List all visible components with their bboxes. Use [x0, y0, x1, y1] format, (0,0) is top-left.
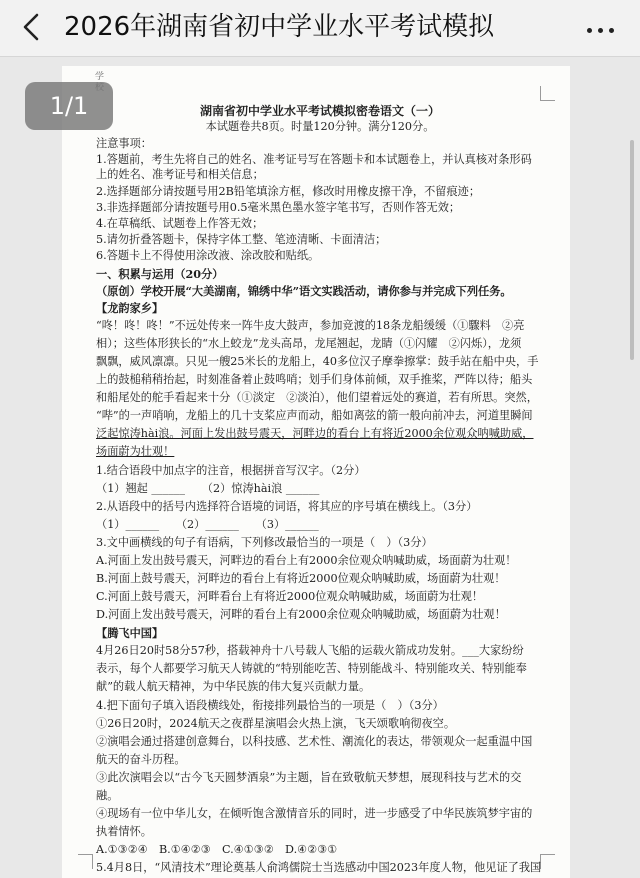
- option-d: D.河面上发出鼓号震天，河畔的看台上有2000余位观众呐喊助威，场面蔚为壮观！: [96, 608, 506, 621]
- exam-title: 湖南省初中学业水平考试模拟密卷语文（一）: [199, 104, 440, 118]
- sentence-2: ②演唱会通过搭建创意舞台，以科技感、艺术性、潮流化的表达，带领观众一起重温中国: [96, 735, 533, 748]
- task-intro: （原创）学校开展“大美湖南，锦绣中华”语文实践活动，请你参与并完成下列任务。: [96, 284, 512, 298]
- exam-subtitle: 本试题卷共8页。时量120分钟。满分120分。: [205, 120, 435, 133]
- passage-line: 和船尾处的舵手看起来十分（①淡定 ②淡泊），他们望着远处的赛道，若有所思。突然，: [96, 391, 538, 404]
- page-indicator: 1/1: [25, 82, 113, 130]
- notice-line: 4.在草稿纸、试题卷上作答无效；: [96, 217, 264, 230]
- top-bar: [0, 0, 640, 57]
- sentence-4: ④现场有一位中华儿女，在倾听饱含激情音乐的同时，进一步感受了中华民族筑梦宇宙的: [96, 807, 533, 820]
- question-5: 5.4月8日，“风清技术”理论奠基人俞鸿儒院士当选感动中国2023年度人物，他见证了我国: [96, 861, 542, 874]
- sentence-4-cont: 执着情怀。: [96, 825, 152, 838]
- question-1: 1.结合语段中加点字的注音，根据拼音写汉字。（2分）: [96, 464, 366, 477]
- section-heading: 一、积累与运用（20分）: [96, 267, 224, 281]
- option-a: A.河面上发出鼓号震天，河畔边的看台上有2000余位观众呐喊助威，场面蔚为壮观！: [96, 554, 517, 567]
- chevron-left-icon: [20, 12, 42, 42]
- notice-line: 3.非选择题部分请按题号用0.5毫米黑色墨水签字笔书写，否则作答无效；: [96, 201, 461, 214]
- sentence-2-cont: 航天的奋斗历程。: [96, 753, 186, 766]
- passage-line: 相）；这些体形狭长的“水上蛟龙”龙头高昂，龙尾翘起，龙睛（①闪耀 ②闪烁），龙须: [96, 337, 522, 350]
- passage-line: 4月26日20时58分57秒，搭载神舟十八号载人飞船的运载火箭成功发射。___大家纷纷: [96, 644, 524, 657]
- passage-line: 献”的载人航天精神，为中华民族的伟大复兴贡献力量。: [96, 680, 371, 693]
- sentence-3: ③此次演唱会以“古今飞天圆梦酒泉”为主题，旨在致敬航天梦想，展现科技与艺术的交: [96, 771, 522, 784]
- document-title: 2026年湖南省初中学业水平考试模拟: [64, 12, 495, 42]
- more-button[interactable]: [578, 12, 622, 42]
- passage-line-underlined: 场面蔚为壮观！: [96, 445, 175, 458]
- passage-line-underlined: 泛起惊涛hài浪。河面上发出鼓号震天，河畔边的看台上有将近2000余位观众呐喊助威，: [96, 427, 534, 440]
- notice-line: 上的姓名、准考证号和相关信息；: [96, 168, 264, 181]
- sentence-3-cont: 融。: [96, 789, 119, 802]
- back-button[interactable]: [14, 10, 48, 44]
- sentence-1: ①26日20时，2024航天之夜群星演唱会火热上演，飞天颂歌响彻夜空。: [96, 717, 456, 730]
- question-4: 4.把下面句子填入语段横线处，衔接排列最恰当的一项是（ ）（3分）: [96, 699, 444, 712]
- option-b: B.河面上鼓号震天，河畔边的看台上有将近2000位观众呐喊助威，场面蔚为壮观！: [96, 572, 506, 585]
- question-3: 3.文中画横线的句子有语病，下列修改最恰当的一项是（ ）（3分）: [96, 536, 433, 549]
- passage-line: 表示，每个人都要学习航天人铸就的“特别能吃苦、特别能战斗、特别能攻关、特别能奉: [96, 662, 527, 675]
- crop-mark: [540, 86, 555, 101]
- scrollbar[interactable]: [630, 140, 634, 360]
- question-4-options: A.①③②④ B.①④②③ C.④①③② D.④②③①: [96, 843, 338, 856]
- passage-line: 飘飘，威风凛凛。只见一艘25米长的龙船上，40多位汉子摩拳擦掌：鼓手站在船中央，手: [96, 355, 539, 368]
- question-1-blanks: （1）翘起 ______ （2）惊涛hài浪 ______: [96, 482, 320, 495]
- question-2: 2.从语段中的括号内选择符合语境的词语，将其应的序号填在横线上。（3分）: [96, 500, 478, 513]
- notice-heading: 注意事项：: [96, 137, 152, 150]
- margin-label: 学: [95, 72, 105, 82]
- notice-line: 1.答题前，考生先将自己的姓名、准考证号写在答题卡和本试题卷上，并认真核对条形码: [96, 153, 532, 166]
- more-dots-icon: [584, 18, 617, 37]
- notice-line: 6.答题卡上不得使用涂改液、涂改胶和贴纸。: [96, 249, 320, 262]
- question-2-blanks: （1）______ （2）______ （3）______: [96, 518, 319, 531]
- passage-line: “咚！咚！咚！”不远处传来一阵牛皮大鼓声，参加竞渡的18条龙船缓缓（①驟料 ②亮: [96, 319, 525, 332]
- subsection-heading: 【龙韵家乡】: [96, 301, 164, 315]
- notice-line: 2.选择题部分请按题号用2B铅笔填涂方框，修改时用橡皮擦干净，不留痕迹；: [96, 185, 481, 198]
- subsection-heading: 【腾飞中国】: [96, 626, 164, 640]
- passage-line: 上的鼓槌稍稍抬起，时刻准备着止鼓鸣哨；划手们身体前倾，双手推桨，严阵以待；船头: [96, 373, 533, 386]
- option-c: C.河面上鼓号震天，河畔看台上有将近2000位观众呐喊助威，场面蔚为壮观！: [96, 590, 484, 603]
- crop-mark: [78, 854, 93, 869]
- notice-line: 5.请勿折叠答题卡，保持字体工整、笔迹清晰、卡面清洁；: [96, 233, 387, 246]
- passage-line: “哔”的一声哨响，龙船上的几十支桨应声而动，船如离弦的箭一般向前冲去，河道里瞬间: [96, 409, 533, 422]
